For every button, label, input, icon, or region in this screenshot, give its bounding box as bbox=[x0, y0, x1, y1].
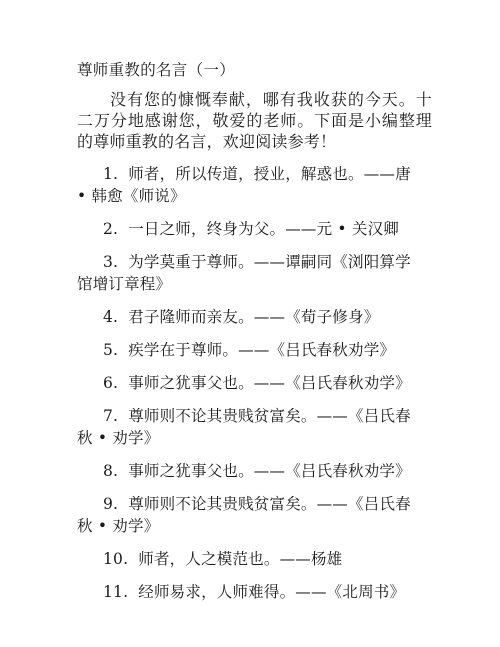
quote-text: 尊师则不论其贵贱贫富矣。——《吕氏春秋 • 劝学》 bbox=[77, 407, 411, 447]
quote-number: 10. bbox=[103, 550, 129, 568]
quote-text: 尊师则不论其贵贱贫富矣。——《吕氏春秋 • 劝学》 bbox=[77, 495, 411, 535]
quote-item bbox=[77, 372, 422, 394]
quote-number: 9. bbox=[103, 495, 119, 513]
quote-item bbox=[77, 339, 422, 361]
quote-number: 8. bbox=[103, 462, 119, 480]
quote-text: 君子隆师而亲友。——《荀子修身》 bbox=[128, 308, 380, 326]
quote-item bbox=[77, 251, 422, 295]
quote-number: 1. bbox=[103, 165, 119, 183]
quote-number: 4. bbox=[103, 308, 119, 326]
intro-paragraph: 没有您的慷慨奉献，哪有我收获的今天。十二万分地感谢您，敬爱的老师。下面是小编整理的尊师重教的名言，欢迎阅读参考！ bbox=[77, 90, 432, 151]
quote-text: 疾学在于尊师。——《吕氏春秋劝学》 bbox=[128, 341, 396, 359]
quote-number: 11. bbox=[103, 583, 129, 601]
quote-text: 师者，人之模范也。——杨雄 bbox=[138, 550, 343, 568]
quote-item bbox=[77, 163, 422, 207]
quote-item bbox=[77, 405, 422, 449]
document-title: 尊师重教的名言（一） bbox=[77, 61, 236, 79]
quote-number: 6. bbox=[103, 374, 119, 392]
quote-text: 事师之犹事父也。——《吕氏春秋劝学》 bbox=[128, 462, 411, 480]
quote-text: 为学莫重于尊师。——谭嗣同《浏阳算学馆增订章程》 bbox=[77, 253, 411, 293]
quote-list bbox=[77, 163, 422, 614]
quote-number: 7. bbox=[103, 407, 119, 425]
quote-number: 5. bbox=[103, 341, 119, 359]
quote-text: 一日之师，终身为父。——元 • 关汉卿 bbox=[128, 220, 400, 238]
quote-item bbox=[77, 581, 422, 603]
quote-item bbox=[77, 493, 422, 537]
quote-item bbox=[77, 306, 422, 328]
quote-number: 2. bbox=[103, 220, 119, 238]
quote-item bbox=[77, 460, 422, 482]
quote-text: 师者，所以传道，授业，解惑也。——唐 • 韩愈《师说》 bbox=[77, 165, 411, 205]
quote-number: 3. bbox=[103, 253, 119, 271]
quote-item bbox=[77, 218, 422, 240]
quote-text: 事师之犹事父也。——《吕氏春秋劝学》 bbox=[128, 374, 411, 392]
quote-text: 经师易求，人师难得。——《北周书》 bbox=[138, 583, 406, 601]
quote-item bbox=[77, 548, 422, 570]
